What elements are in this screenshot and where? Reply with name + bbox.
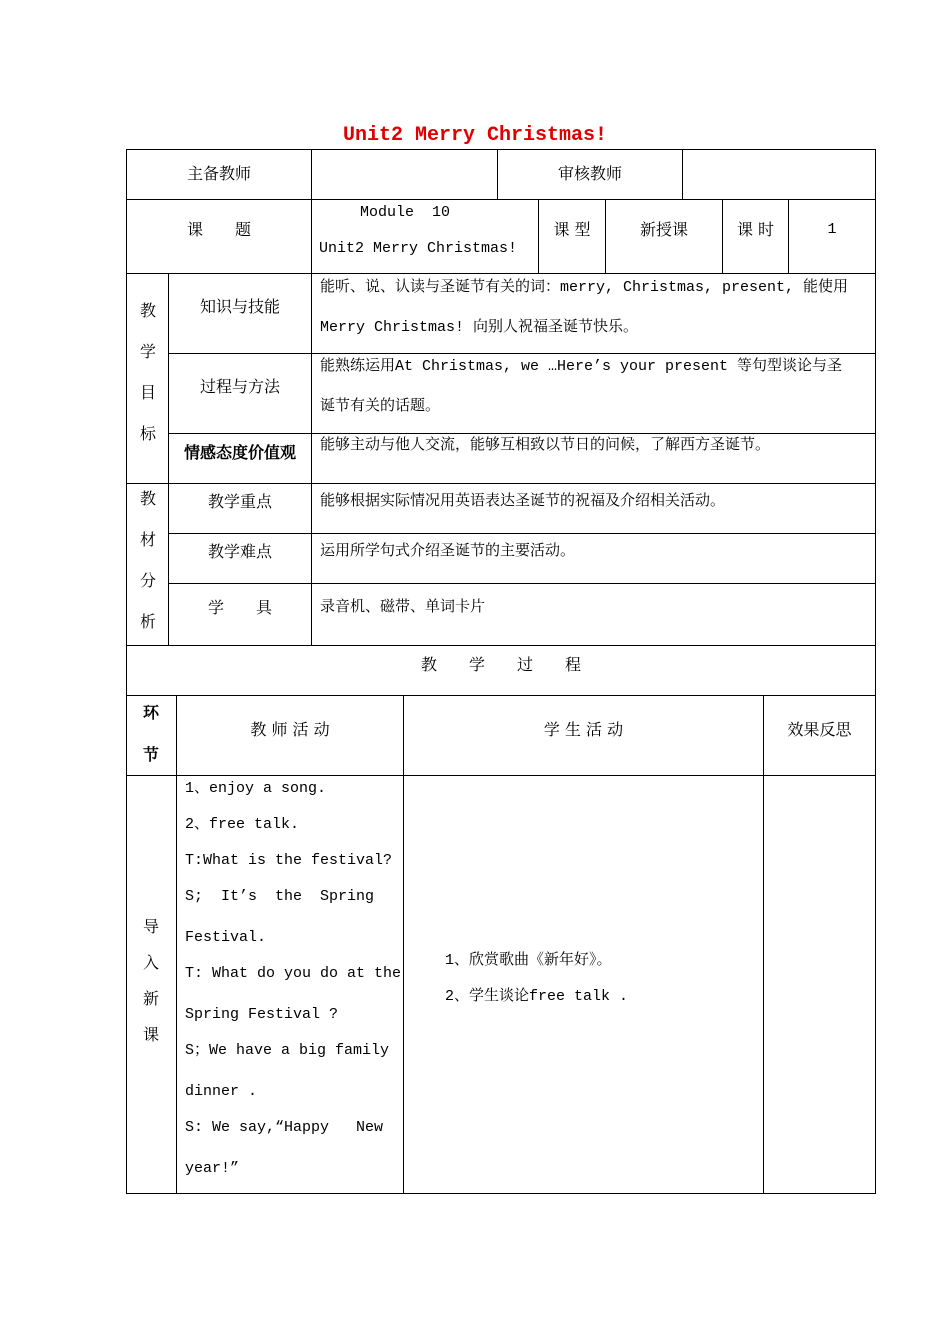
student-activity-header: 学 生 活 动 [543, 720, 624, 739]
hours-label: 课 时 [736, 220, 775, 239]
teacher-line: T: What do you do at the [185, 965, 402, 982]
objectives-group-label: 教 学 目 标 [139, 301, 156, 443]
lesson-type-value: 新授课 [639, 220, 688, 239]
key-point-text: 能够根据实际情况用英语表达圣诞节的祝福及介绍相关活动。 [320, 493, 726, 510]
page-title: Unit2 Merry Christmas! [342, 124, 608, 147]
process-line-2: 诞节有关的话题。 [320, 398, 441, 415]
teacher-line: 2、free talk. [185, 816, 300, 833]
teacher-line: dinner . [185, 1083, 258, 1100]
attitude-label: 情感态度价值观 [183, 443, 296, 462]
reflection-header: 效果反思 [787, 720, 852, 739]
process-line-1: 能熟练运用At Christmas, we …Here’s your present 等句型谈论与圣 [320, 358, 843, 375]
teacher-line: T:What is the festival? [185, 852, 393, 869]
teacher-line: year!” [185, 1160, 240, 1177]
teacher-line: Festival. [185, 929, 267, 946]
difficult-point-label: 教学难点 [207, 542, 272, 561]
student-line: 2、学生谈论free talk . [445, 988, 629, 1005]
stage-label-intro: 导 入 新 课 [142, 917, 159, 1044]
difficult-point-text: 运用所学句式介绍圣诞节的主要活动。 [320, 543, 576, 560]
hours-value: 1 [827, 221, 837, 238]
knowledge-label: 知识与技能 [199, 297, 280, 316]
teacher-line: 1、enjoy a song. [185, 780, 327, 797]
stage-column-header: 环 节 [142, 703, 159, 764]
tools-label: 学 具 [207, 598, 272, 617]
teacher-line: S: We say,“Happy New [185, 1119, 384, 1136]
topic-unit: Unit2 Merry Christmas! [319, 240, 518, 257]
process-label: 过程与方法 [199, 377, 280, 396]
tools-text: 录音机、磁带、单词卡片 [320, 599, 486, 616]
knowledge-line-2: Merry Christmas! 向别人祝福圣诞节快乐。 [320, 319, 639, 336]
student-line: 1、欣赏歌曲《新年好》。 [445, 952, 612, 969]
topic-label: 课 题 [186, 220, 251, 239]
lead-teacher-label: 主备教师 [186, 164, 251, 183]
teacher-line: Spring Festival ? [185, 1006, 339, 1023]
teacher-line: S; It’s the Spring [185, 888, 375, 905]
knowledge-line-1: 能听、说、认读与圣诞节有关的词：merry, Christmas, present, 能使用 [320, 279, 849, 296]
teacher-activity-header: 教 师 活 动 [250, 720, 330, 739]
process-heading: 教 学 过 程 [420, 655, 581, 674]
teacher-line: S；We have a big family [185, 1042, 390, 1059]
key-point-label: 教学重点 [207, 492, 272, 511]
review-teacher-label: 审核教师 [557, 164, 622, 183]
lesson-type-label: 课 型 [553, 220, 591, 239]
topic-module: Module 10 [360, 204, 451, 221]
attitude-text: 能够主动与他人交流，能够互相致以节日的问候，了解西方圣诞节。 [320, 437, 771, 454]
analysis-group-label: 教 材 分 析 [139, 489, 156, 631]
